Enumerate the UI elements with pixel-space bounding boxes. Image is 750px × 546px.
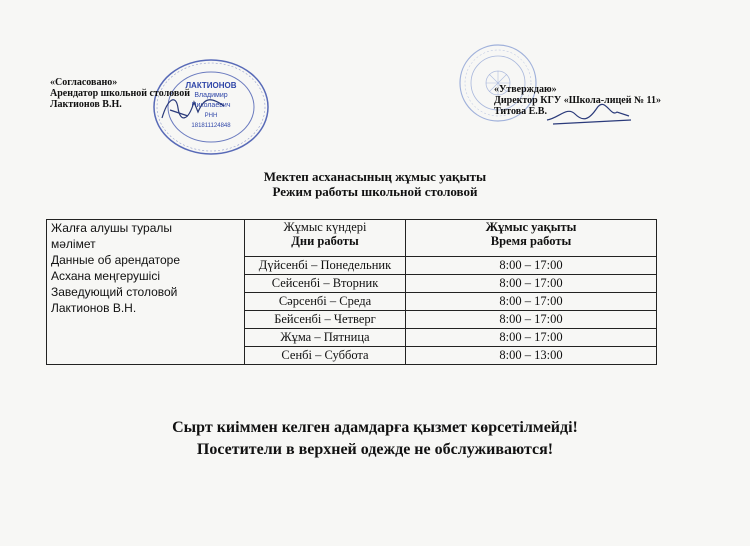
director-name: Титова Е.В.	[494, 106, 547, 117]
right-signature	[545, 98, 635, 128]
info-line: мәлімет	[51, 237, 96, 251]
stamp-name: ЛАКТИОНОВ	[185, 81, 237, 90]
day-cell: Сейсенбі – Вторник	[245, 275, 406, 293]
notice-ru: Посетители в верхней одежде не обслуживаются!	[196, 441, 554, 458]
day-cell: Сәрсенбі – Среда	[245, 293, 406, 311]
days-header	[245, 220, 406, 257]
approver-name: Лактионов В.Н.	[50, 99, 122, 110]
day-cell: Жұма – Пятница	[245, 329, 406, 347]
schedule-table	[46, 219, 657, 365]
days-header-ru: Дни работы	[291, 234, 359, 248]
day-cell: Бейсенбі – Четверг	[245, 311, 406, 329]
tenant-info-cell	[47, 220, 245, 365]
table-header-row	[47, 220, 657, 257]
day-cell: Сенбі – Суббота	[245, 347, 406, 365]
time-header-kz: Жұмыс уақыты	[485, 220, 577, 234]
time-header-ru: Время работы	[490, 234, 572, 248]
days-header-kz: Жұмыс күндері	[283, 220, 367, 234]
approve-label: «Утверждаю»	[494, 84, 557, 95]
title-ru: Режим работы школьной столовой	[272, 184, 478, 199]
director-position: Директор КГУ «Школа-лицей № 11»	[494, 95, 661, 106]
info-line: Данные об арендаторе	[51, 253, 181, 267]
info-line: Асхана меңгерушісі	[51, 269, 161, 283]
stamp-line2: Владимир	[194, 92, 228, 99]
notice-kz: Сырт киіммен келген адамдарға қызмет көрсетілмейді!	[172, 419, 578, 436]
approver-position: Арендатор школьной столовой	[50, 88, 191, 99]
info-line: Заведующий столовой	[51, 285, 178, 299]
info-line: Жалға алушы туралы	[51, 221, 173, 235]
info-line: Лактионов В.Н.	[51, 301, 137, 315]
time-cell: 8:00 – 17:00	[406, 293, 657, 311]
left-signature	[158, 88, 228, 124]
time-cell: 8:00 – 17:00	[406, 275, 657, 293]
time-cell: 8:00 – 13:00	[406, 347, 657, 365]
title-kz: Мектеп асханасының жұмыс уақыты	[263, 169, 487, 184]
time-cell: 8:00 – 17:00	[406, 311, 657, 329]
day-cell: Дүйсенбі – Понедельник	[245, 257, 406, 275]
time-cell: 8:00 – 17:00	[406, 257, 657, 275]
stamp-line3: Николаевич	[191, 102, 231, 109]
time-cell: 8:00 – 17:00	[406, 329, 657, 347]
stamp-line4: РНН	[204, 113, 218, 119]
approval-label: «Согласовано»	[50, 77, 118, 88]
time-header	[406, 220, 657, 257]
stamp-line5: 181811124848	[191, 123, 231, 129]
